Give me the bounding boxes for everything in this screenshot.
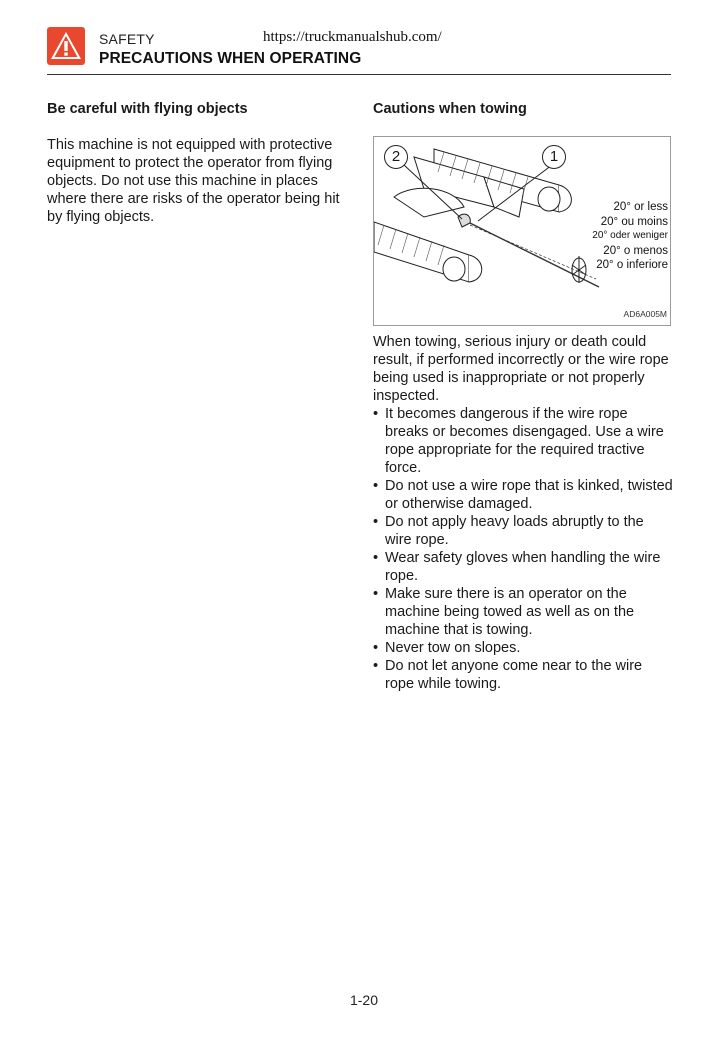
- flying-objects-body: This machine is not equipped with protective equipment to protect the operator from flying objects. Do not use this machine in places where there are risks of the operator being hit by flying objects.: [47, 137, 340, 225]
- list-item: • Make sure there is an operator on the machine being towed as well as on the machine that is towing.: [373, 585, 673, 639]
- list-item: • Wear safety gloves when handling the wire rope.: [373, 549, 673, 585]
- angle-label-fr: 20° ou moins: [600, 215, 668, 228]
- section-label: SAFETY: [99, 31, 155, 47]
- flying-objects-section: [47, 100, 347, 226]
- page-number: 1-20: [349, 992, 379, 1008]
- callout-1: 1: [542, 145, 566, 169]
- site-url[interactable]: https://truckmanualshub.com/: [263, 29, 442, 45]
- callout-2: 2: [384, 145, 408, 169]
- angle-labels: [592, 200, 668, 273]
- list-item: • Do not use a wire rope that is kinked, twisted or otherwise damaged.: [373, 477, 673, 513]
- towing-heading: Cautions when towing: [373, 101, 527, 117]
- towing-bullet-list: [373, 405, 673, 693]
- angle-label-de: 20° oder weniger: [592, 230, 668, 241]
- page-title: PRECAUTIONS WHEN OPERATING: [99, 50, 362, 67]
- angle-label-en: 20° or less: [613, 201, 668, 213]
- warning-icon: [47, 27, 85, 65]
- header-divider: [47, 74, 671, 75]
- towing-section: [373, 100, 673, 693]
- angle-label-es: 20° o menos: [603, 244, 668, 257]
- list-item: • Do not let anyone come near to the wire rope while towing.: [373, 657, 673, 693]
- angle-label-it: 20° o inferiore: [596, 259, 668, 271]
- list-item: • It becomes dangerous if the wire rope breaks or becomes disengaged. Use a wire rope appropriate for the required tractive force.: [373, 405, 673, 477]
- list-item: • Do not apply heavy loads abruptly to the wire rope.: [373, 513, 673, 549]
- towing-intro: When towing, serious injury or death could result, if performed incorrectly or the wire rope being used is inappropriate or not properly inspected.: [373, 334, 669, 404]
- list-item: • Never tow on slopes.: [373, 639, 673, 657]
- towing-illustration: [373, 136, 671, 326]
- figure-code: AD6A005M: [623, 309, 667, 319]
- flying-objects-heading: Be careful with flying objects: [47, 101, 248, 117]
